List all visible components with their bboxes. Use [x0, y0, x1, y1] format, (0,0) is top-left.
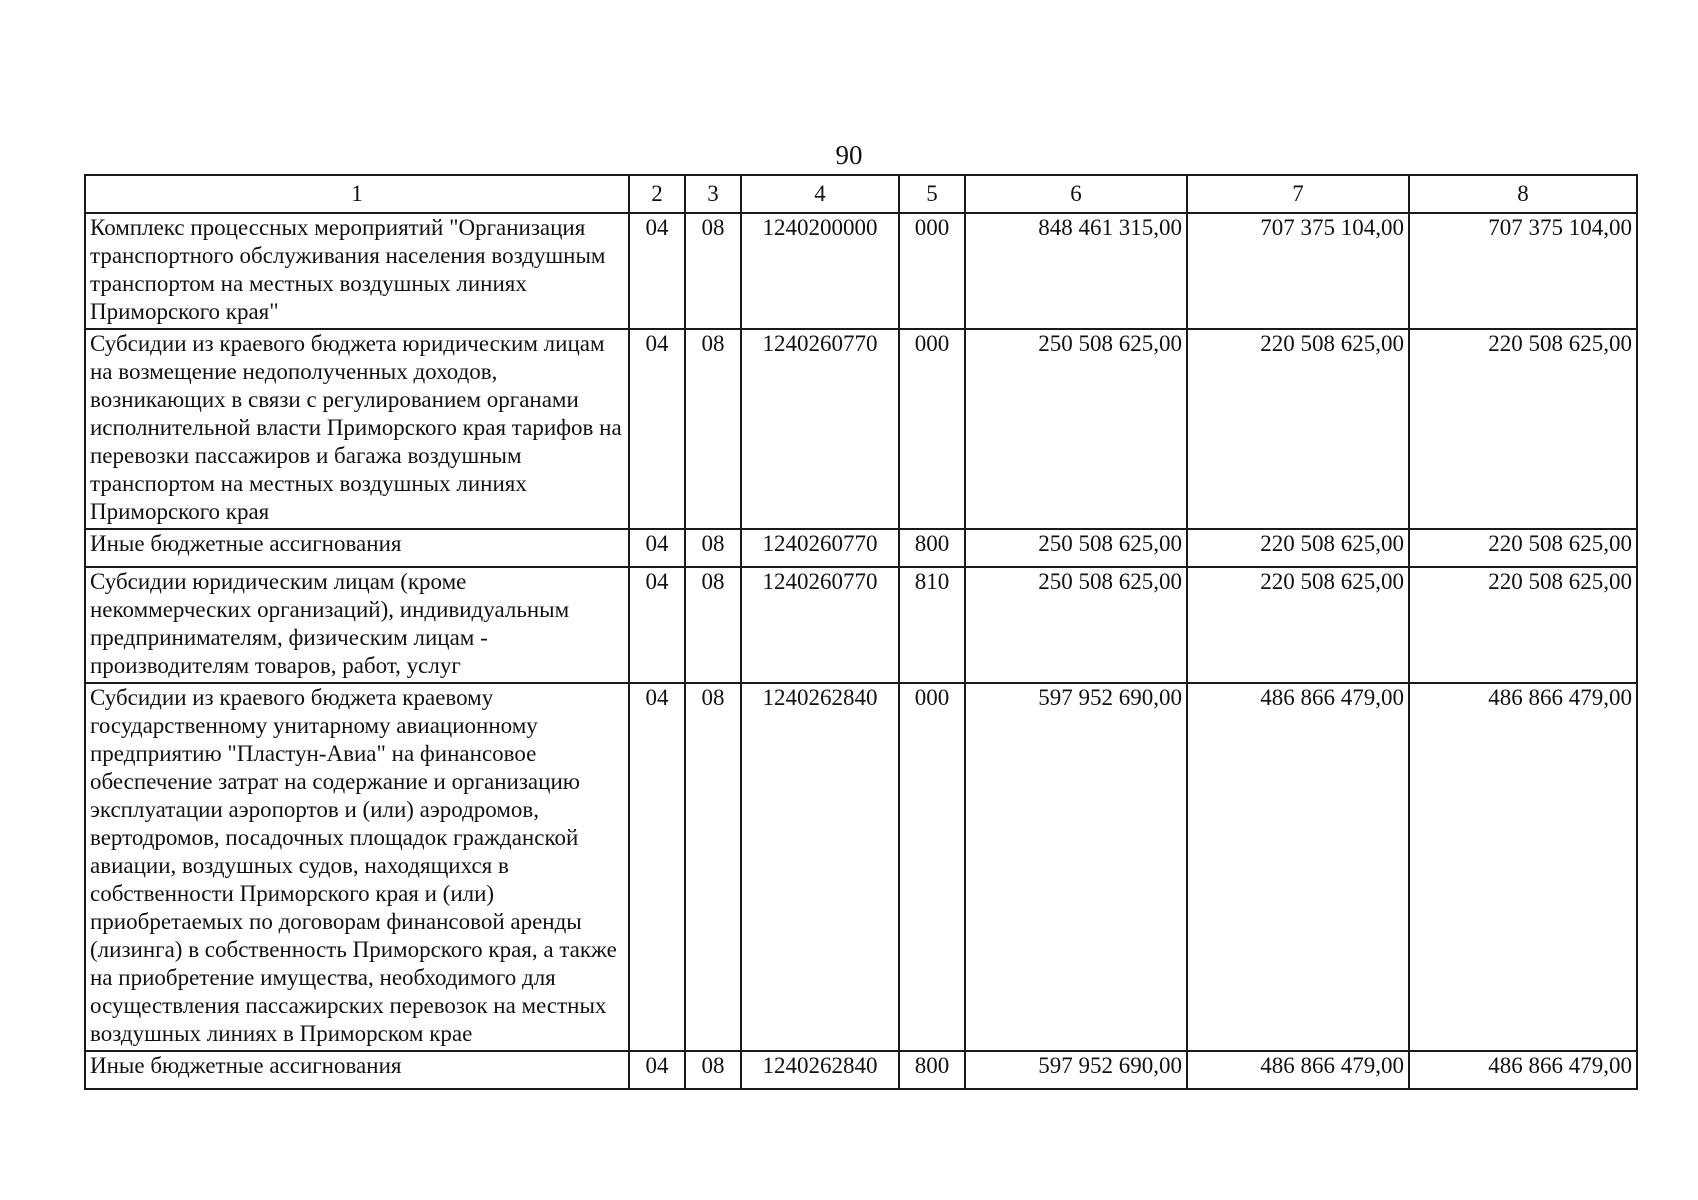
row-subsection: 08 [685, 213, 741, 329]
row-subsection: 08 [685, 1051, 741, 1089]
row-subsection: 08 [685, 529, 741, 567]
table-row [85, 529, 1637, 567]
row-subsection: 08 [685, 683, 741, 1051]
header-col-2: 2 [629, 175, 685, 213]
row-amount-col8: 486 866 479,00 [1409, 683, 1637, 1051]
row-amount-col7: 220 508 625,00 [1187, 329, 1409, 529]
header-row [85, 175, 1637, 213]
row-amount-col6: 250 508 625,00 [965, 329, 1187, 529]
row-amount-col8: 220 508 625,00 [1409, 567, 1637, 683]
row-target-code: 1240260770 [741, 529, 899, 567]
row-section: 04 [629, 529, 685, 567]
table-row [85, 567, 1637, 683]
row-amount-col7: 220 508 625,00 [1187, 567, 1409, 683]
row-amount-col7: 220 508 625,00 [1187, 529, 1409, 567]
row-name: Субсидии из краевого бюджета краевому государственному унитарному авиационному предприятию "Пластун-Авиа" на финансовое обеспечение затрат на содержание и организацию эксплуатации аэропортов и (или) аэродромов, вертодромов, посадочных площадок гражданской авиации, воздушных судов, находящихся в собственности Приморского края и (или) приобретаемых по договорам финансовой аренды (лизинга) в собственность Приморского края, а также на приобретение имущества, необходимого для осуществления пассажирских перевозок на местных воздушных линиях в Приморском крае [85, 683, 629, 1051]
table-row [85, 683, 1637, 1051]
header-col-6: 6 [965, 175, 1187, 213]
budget-table [84, 174, 1638, 1090]
row-target-code: 1240262840 [741, 683, 899, 1051]
row-section: 04 [629, 329, 685, 529]
row-name: Субсидии из краевого бюджета юридическим лицам на возмещение недополученных доходов, возникающих в связи с регулированием органами исполнительной власти Приморского края тарифов на перевозки пассажиров и багажа воздушным транспортом на местных воздушных линиях Приморского края [85, 329, 629, 529]
row-type-code: 000 [899, 213, 965, 329]
row-amount-col6: 250 508 625,00 [965, 567, 1187, 683]
header-col-5: 5 [899, 175, 965, 213]
row-subsection: 08 [685, 567, 741, 683]
row-amount-col6: 848 461 315,00 [965, 213, 1187, 329]
row-type-code: 000 [899, 683, 965, 1051]
row-amount-col6: 597 952 690,00 [965, 1051, 1187, 1089]
row-amount-col8: 220 508 625,00 [1409, 529, 1637, 567]
row-name: Иные бюджетные ассигнования [85, 529, 629, 567]
row-target-code: 1240260770 [741, 329, 899, 529]
row-amount-col8: 486 866 479,00 [1409, 1051, 1637, 1089]
row-amount-col8: 707 375 104,00 [1409, 213, 1637, 329]
row-section: 04 [629, 683, 685, 1051]
header-col-1: 1 [85, 175, 629, 213]
row-amount-col6: 250 508 625,00 [965, 529, 1187, 567]
row-amount-col7: 707 375 104,00 [1187, 213, 1409, 329]
row-section: 04 [629, 1051, 685, 1089]
row-type-code: 800 [899, 529, 965, 567]
row-target-code: 1240262840 [741, 1051, 899, 1089]
row-name: Иные бюджетные ассигнования [85, 1051, 629, 1089]
row-section: 04 [629, 567, 685, 683]
row-amount-col8: 220 508 625,00 [1409, 329, 1637, 529]
row-amount-col7: 486 866 479,00 [1187, 683, 1409, 1051]
header-col-7: 7 [1187, 175, 1409, 213]
header-col-8: 8 [1409, 175, 1637, 213]
row-type-code: 800 [899, 1051, 965, 1089]
row-type-code: 000 [899, 329, 965, 529]
row-subsection: 08 [685, 329, 741, 529]
table-row [85, 329, 1637, 529]
row-target-code: 1240200000 [741, 213, 899, 329]
row-name: Комплекс процессных мероприятий "Организация транспортного обслуживания населения воздушным транспортом на местных воздушных линиях Приморского края" [85, 213, 629, 329]
table-row [85, 1051, 1637, 1089]
table-row [85, 213, 1637, 329]
header-col-3: 3 [685, 175, 741, 213]
header-col-4: 4 [741, 175, 899, 213]
row-name: Субсидии юридическим лицам (кроме некоммерческих организаций), индивидуальным предпринимателям, физическим лицам - производителям товаров, работ, услуг [85, 567, 629, 683]
row-amount-col6: 597 952 690,00 [965, 683, 1187, 1051]
row-section: 04 [629, 213, 685, 329]
page-number: 90 [835, 140, 863, 170]
row-type-code: 810 [899, 567, 965, 683]
row-target-code: 1240260770 [741, 567, 899, 683]
row-amount-col7: 486 866 479,00 [1187, 1051, 1409, 1089]
